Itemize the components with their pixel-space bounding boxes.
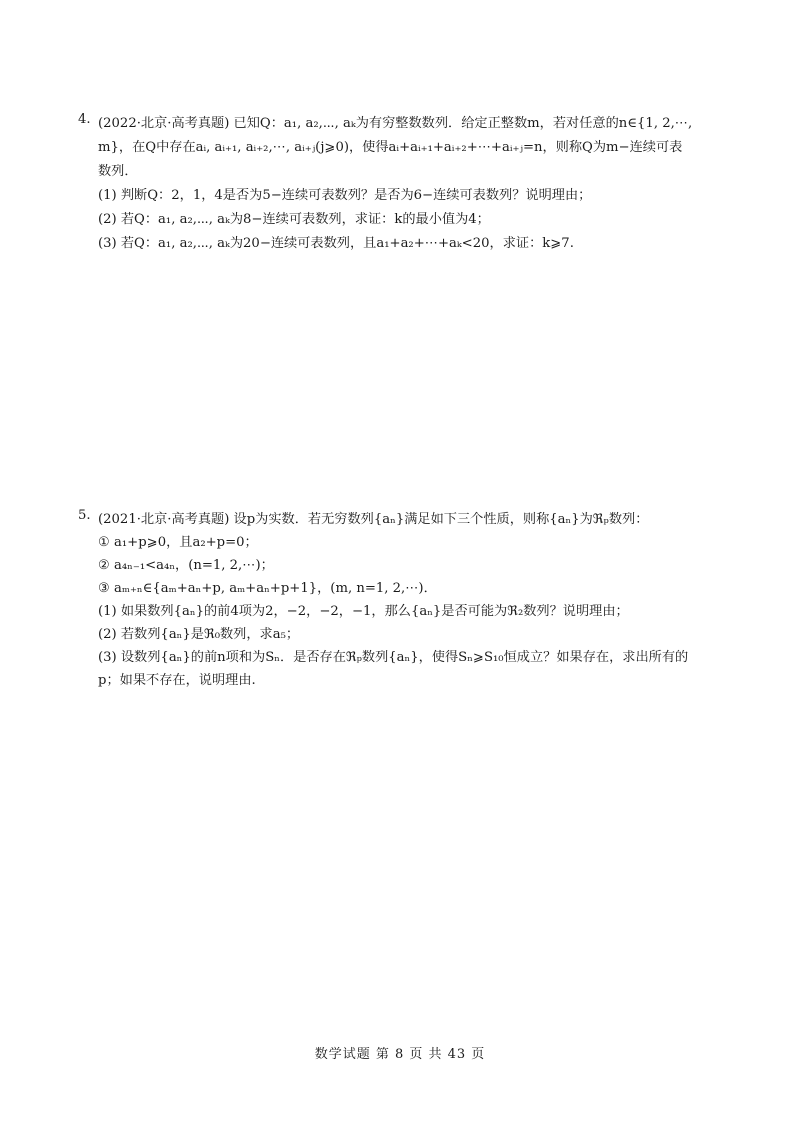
page-footer: 数学试题 第 8 页 共 43 页 <box>314 1047 486 1062</box>
problem-line: (1) 如果数列{aₙ}的前4项为2，−2，−2，−1，那么{aₙ}是否可能为ℜ₂数列？说明理由； <box>98 604 629 619</box>
problem-line: (1) 判断Q：2，1，4是否为5−连续可表数列？是否为6−连续可表数列？说明理由； <box>98 188 592 203</box>
problem-line: m}，在Q中存在aᵢ, aᵢ₊₁, aᵢ₊₂,⋯, aᵢ₊ⱼ(j⩾0)，使得aᵢ+aᵢ₊₁+aᵢ₊₂+⋯+aᵢ₊ⱼ=n，则称Q为m−连续可表 <box>98 140 683 155</box>
problem-line: (2021·北京·高考真题) 设p为实数．若无穷数列{aₙ}满足如下三个性质，则称{aₙ}为ℜₚ数列： <box>98 512 649 527</box>
problem-line: (2022·北京·高考真题) 已知Q：a₁, a₂,⋯, aₖ为有穷整数数列．给定正整数m，若对任意的n∈{1, 2,⋯, <box>98 116 693 131</box>
problem-line: ① a₁+p⩾0，且a₂+p=0； <box>98 535 258 550</box>
problem-line: ② a₄ₙ₋₁<a₄ₙ，(n=1, 2,⋯)； <box>98 558 274 573</box>
problem-line: (3) 设数列{aₙ}的前n项和为Sₙ．是否存在ℜₚ数列{aₙ}，使得Sₙ⩾S₁₀恒成立？如果存在，求出所有的 <box>98 650 689 665</box>
problem-line: (2) 若Q：a₁, a₂,⋯, aₖ为8−连续可表数列，求证：k的最小值为4； <box>98 212 490 227</box>
problem-line: (3) 若Q：a₁, a₂,⋯, aₖ为20−连续可表数列，且a₁+a₂+⋯+aₖ<20，求证：k⩾7. <box>98 236 574 251</box>
problem-line: 数列． <box>98 164 138 179</box>
problem-number: 5. <box>78 508 91 523</box>
problem-line: ③ aₘ₊ₙ∈{aₘ+aₙ+p, aₘ+aₙ+p+1}，(m, n=1, 2,⋯)． <box>98 581 437 596</box>
problem-line: (2) 若数列{aₙ}是ℜ₀数列，求a₅； <box>98 627 300 642</box>
problem-number: 4. <box>78 112 91 127</box>
problem-line: p；如果不存在，说明理由. <box>98 673 256 688</box>
